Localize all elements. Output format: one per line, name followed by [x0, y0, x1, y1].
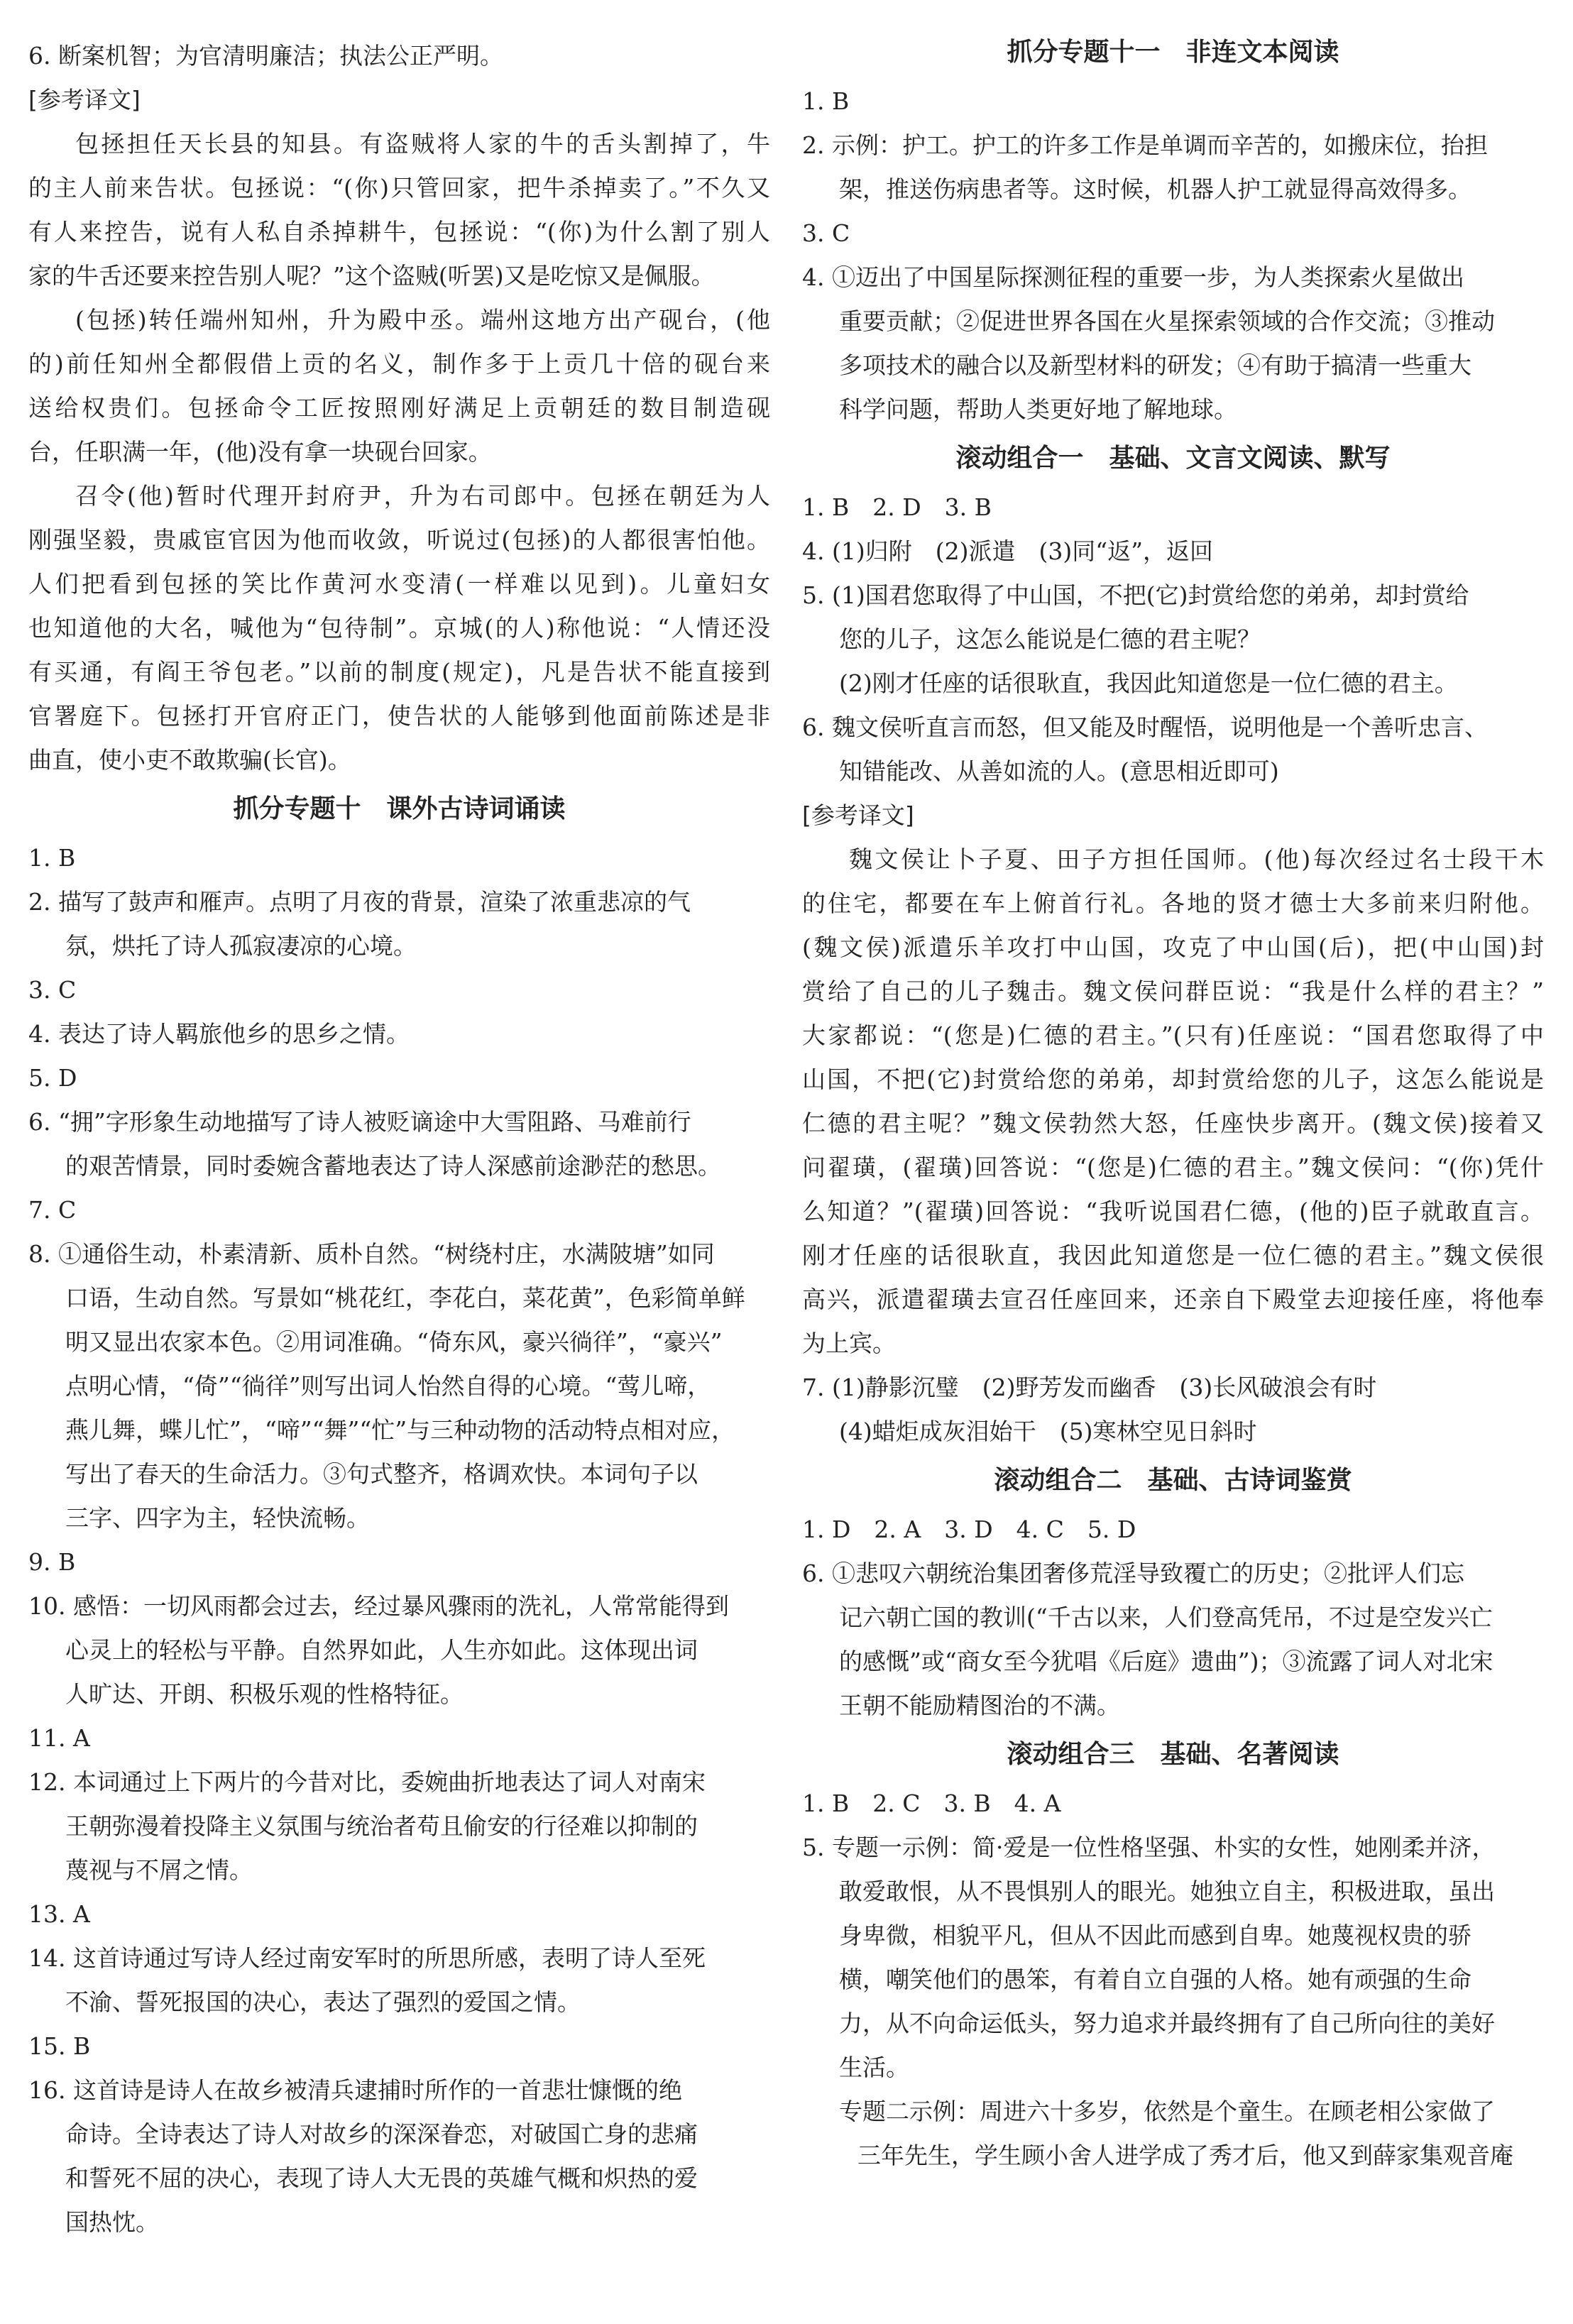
answer-line: 15. B — [28, 2032, 91, 2060]
translation-line: 人们把看到包拯的笑比作黄河水变清(一样难以见到)。儿童妇女 — [28, 570, 770, 598]
translation-line: 山国，不把(它)封赏给您的弟弟，却封赏给您的儿子，这怎么能说是 — [802, 1065, 1544, 1093]
answer-line: 4. ①迈出了中国星际探测征程的重要一步，为人类探索火星做出 — [802, 263, 1464, 291]
translation-line: 的住宅，都要在车上俯首行礼。各地的贤才德士大多前来归附他。 — [802, 889, 1544, 917]
answer-line: 10. 感悟：一切风雨都会过去，经过暴风骤雨的洗礼，人常常能得到 — [28, 1592, 729, 1620]
answer-line: 5. D — [28, 1064, 77, 1092]
translation-line: 么知道？”(翟璜)回答说：“我听说国君仁德，(他的)臣子就敢直言。 — [802, 1197, 1544, 1225]
answer-line: 三字、四字为主，轻快流畅。 — [65, 1504, 370, 1532]
answer-line: 14. 这首诗通过写诗人经过南安军时的所思所感，表明了诗人至死 — [28, 1944, 706, 1972]
translation-line: 为上宾。 — [802, 1330, 896, 1357]
answer-line: 5. (1)国君您取得了中山国，不把(它)封赏给您的弟弟，却封赏给 — [802, 581, 1469, 609]
answer-line: 13. A — [28, 1900, 90, 1928]
answer-line: 王朝弥漫着投降主义氛围与统治者苟且偷安的行径难以抑制的 — [65, 1812, 698, 1840]
answer-line: 5. 专题一示例：简·爱是一位性格坚强、朴实的女性，她刚柔并济， — [802, 1834, 1496, 1861]
answer-line: 明又显出农家本色。②用词准确。“倚东风，豪兴徜徉”，“豪兴” — [65, 1328, 723, 1356]
answer-line: 和誓死不屈的决心，表现了诗人大无畏的英雄气概和炽热的爱 — [65, 2164, 698, 2192]
translation-line: 魏文侯让卜子夏、田子方担任国师。(他)每次经过名士段干木 — [849, 845, 1544, 873]
reference-translation-tag: [参考译文] — [28, 86, 141, 114]
answer-line: 7. (1)静影沉璧 (2)野芳发而幽香 (3)长风破浪会有时 — [802, 1374, 1377, 1401]
answer-line: 写出了春天的生命活力。③句式整齐，格调欢快。本词句子以 — [65, 1460, 698, 1488]
translation-line: 的)前任知州全都假借上贡的名义，制作多于上贡几十倍的砚台来 — [28, 350, 770, 378]
answer-line: 科学问题，帮助人类更好地了解地球。 — [839, 395, 1237, 423]
answer-line: 三年先生，学生顾小舍人进学成了秀才后，他又到薛家集观音庵 — [857, 2142, 1513, 2169]
translation-line: 刚才任座的话很耿直，我因此知道您是一位仁德的君主。”魏文侯很 — [802, 1242, 1544, 1269]
answer-line: 记六朝亡国的教训(“千古以来，人们登高凭吊，不过是空发兴亡 — [839, 1604, 1493, 1631]
translation-line: 高兴，派遣翟璜去宣召任座回来，还亲自下殿堂去迎接任座，将他奉 — [802, 1286, 1544, 1313]
answer-line: 3. C — [802, 219, 850, 247]
answer-line: 燕儿舞，蝶儿忙”，“啼”“舞”“忙”与三种动物的活动特点相对应， — [65, 1416, 735, 1444]
answer-line: 16. 这首诗是诗人在故乡被清兵逮捕时所作的一首悲壮慷慨的绝 — [28, 2076, 682, 2104]
answer-line: 力，从不向命运低头，努力追求并最终拥有了自己所向往的美好 — [839, 2010, 1495, 2037]
translation-line: 召令(他)暂时代理开封府尹，升为右司郎中。包拯在朝廷为人 — [75, 482, 770, 510]
answer-line: 敢爱敢恨，从不畏惧别人的眼光。她独立自主，积极进取，虽出 — [839, 1878, 1495, 1905]
answer-line: 1. B — [28, 844, 76, 872]
answer-line: 4. (1)归附 (2)派遣 (3)同“返”，返回 — [802, 537, 1213, 565]
answer-line: 6. 魏文侯听直言而怒，但又能及时醒悟，说明他是一个善听忠言、 — [802, 713, 1488, 741]
translation-block — [28, 122, 770, 782]
translation-line: 刚强坚毅，贵戚宦官因为他而收敛，听说过(包拯)的人都很害怕他。 — [28, 526, 770, 554]
answer-line: 重要贡献；②促进世界各国在火星探索领域的合作交流；③推动 — [839, 307, 1495, 335]
answer-line: 专题二示例：周进六十多岁，依然是个童生。在顾老相公家做了 — [839, 2098, 1495, 2125]
left-column — [28, 34, 770, 2244]
section-heading: 滚动组合一 基础、文言文阅读、默写 — [955, 444, 1391, 473]
translation-line: 赏给了自己的儿子魏击。魏文侯问群臣说：“我是什么样的君主？” — [802, 977, 1544, 1005]
translation-line: (包拯)转任端州知州，升为殿中丞。端州这地方出产砚台，(他 — [75, 306, 770, 334]
translation-line: 的主人前来告状。包拯说：“(你)只管回家，把牛杀掉卖了。”不久又 — [28, 174, 770, 202]
translation-line: 有人来控告，说有人私自杀掉耕牛，包拯说：“(你)为什么割了别人 — [28, 218, 770, 246]
answer-line: 身卑微，相貌平凡，但从不因此而感到自卑。她蔑视权贵的骄 — [839, 1922, 1471, 1949]
answer-line: 8. ①通俗生动，朴素清新、质朴自然。“树绕村庄，水满陂塘”如同 — [28, 1240, 715, 1268]
translation-line: 大家都说：“(您是)仁德的君主。”(只有)任座说：“国君您取得了中 — [802, 1021, 1544, 1049]
answer-line: 2. 描写了鼓声和雁声。点明了月夜的背景，渲染了浓重悲凉的气 — [28, 888, 691, 916]
answer-line: 1. B 2. C 3. B 4. A — [802, 1789, 1061, 1817]
answer-line: 7. C — [28, 1196, 77, 1224]
answer-line: 11. A — [28, 1724, 90, 1752]
answer-line: 多项技术的融合以及新型材料的研发；④有助于搞清一些重大 — [839, 351, 1471, 379]
section-heading: 抓分专题十一 非连文本阅读 — [1007, 38, 1339, 67]
answer-line: (2)刚才任座的话很耿直，我因此知道您是一位仁德的君主。 — [839, 669, 1458, 697]
answer-line: 点明心情，“倚”“徜徉”则写出词人怡然自得的心境。“莺儿啼， — [65, 1372, 711, 1400]
answer-line: 的感慨”或“商女至今犹唱《后庭》遗曲”)；③流露了词人对北宋 — [839, 1648, 1493, 1675]
translation-line: 仁德的君主呢？”魏文侯勃然大怒，任座快步离开。(魏文侯)接着又 — [802, 1109, 1544, 1137]
answer-line: 的艰苦情景，同时委婉含蓄地表达了诗人深感前途渺茫的愁思。 — [65, 1152, 721, 1180]
translation-line: 曲直，使小吏不敢欺骗(长官)。 — [28, 746, 351, 774]
answer-line: 横，嘲笑他们的愚笨，有着自立自强的人格。她有顽强的生命 — [839, 1966, 1471, 1993]
answer-line: 9. B — [28, 1548, 76, 1576]
answer-line: (4)蜡炬成灰泪始干 (5)寒林空见日斜时 — [839, 1418, 1257, 1445]
answer-line: 蔑视与不屑之情。 — [65, 1856, 253, 1884]
section-heading: 抓分专题十 课外古诗词诵读 — [233, 794, 566, 823]
answer-line: 3. C — [28, 976, 77, 1004]
answer-line: 1. B 2. D 3. B — [802, 493, 992, 521]
answer-line: 4. 表达了诗人羁旅他乡的思乡之情。 — [28, 1020, 410, 1048]
translation-line: 台，任职满一年，(他)没有拿一块砚台回家。 — [28, 438, 492, 466]
answer-line: 生活。 — [839, 2054, 909, 2081]
right-column — [802, 34, 1544, 2178]
answer-line: 您的儿子，这怎么能说是仁德的君主呢？ — [839, 625, 1261, 653]
section-heading: 滚动组合三 基础、名著阅读 — [1007, 1740, 1339, 1769]
translation-line: 也知道他的大名，喊他为“包待制”。京城(的人)称他说：“人情还没 — [28, 614, 770, 642]
answer-line: 6. “拥”字形象生动地描写了诗人被贬谪途中大雪阻路、马难前行 — [28, 1108, 691, 1136]
translation-block — [802, 838, 1544, 1366]
translation-line: 家的牛舌还要来控告别人呢？”这个盗贼(听罢)又是吃惊又是佩服。 — [28, 262, 715, 290]
answer-line: 人旷达、开朗、积极乐观的性格特征。 — [65, 1680, 464, 1708]
answer-line: 国热忱。 — [65, 2208, 159, 2236]
answer-line: 知错能改、从善如流的人。(意思相近即可) — [839, 757, 1279, 785]
translation-line: 送给权贵们。包拯命令工匠按照刚好满足上贡朝廷的数目制造砚 — [28, 394, 770, 422]
translation-line: 官署庭下。包拯打开官府正门，使告状的人能够到他面前陈述是非 — [28, 702, 770, 730]
answer-line: 心灵上的轻松与平静。自然界如此，人生亦如此。这体现出词 — [65, 1636, 698, 1664]
reference-translation-tag: [参考译文] — [802, 801, 914, 829]
answer-line: 王朝不能励精图治的不满。 — [839, 1692, 1120, 1719]
answer-line: 12. 本词通过上下两片的今昔对比，委婉曲折地表达了词人对南宋 — [28, 1768, 706, 1796]
section-heading: 滚动组合二 基础、古诗词鉴赏 — [994, 1466, 1352, 1495]
translation-line: (魏文侯)派遣乐羊攻打中山国，攻克了中山国(后)，把(中山国)封 — [802, 933, 1544, 961]
answer-line: 口语，生动自然。写景如“桃花红，李花白，菜花黄”，色彩简单鲜 — [65, 1284, 745, 1312]
answer-line: 不渝、誓死报国的决心，表达了强烈的爱国之情。 — [65, 1988, 581, 2016]
answer-line: 1. B — [802, 87, 850, 115]
translation-line: 问翟璜，(翟璜)回答说：“(您是)仁德的君主。”魏文侯问：“(你)凭什 — [802, 1153, 1544, 1181]
answer-line: 架，推送伤病患者等。这时候，机器人护工就显得高效得多。 — [839, 175, 1471, 203]
answer-line: 6. 断案机智；为官清明廉洁；执法公正严明。 — [28, 42, 503, 70]
translation-line: 有买通，有阎王爷包老。”以前的制度(规定)，凡是告状不能直接到 — [28, 658, 770, 686]
answer-line: 命诗。全诗表达了诗人对故乡的深深眷恋，对破国亡身的悲痛 — [65, 2120, 698, 2148]
answer-line: 6. ①悲叹六朝统治集团奢侈荒淫导致覆亡的历史；②批评人们忘 — [802, 1560, 1464, 1587]
translation-line: 包拯担任天长县的知县。有盗贼将人家的牛的舌头割掉了，牛 — [75, 130, 770, 158]
answer-line: 氛，烘托了诗人孤寂凄凉的心境。 — [65, 932, 417, 960]
answer-line: 1. D 2. A 3. D 4. C 5. D — [802, 1515, 1136, 1543]
answer-line: 2. 示例：护工。护工的许多工作是单调而辛苦的，如搬床位，抬担 — [802, 131, 1488, 159]
